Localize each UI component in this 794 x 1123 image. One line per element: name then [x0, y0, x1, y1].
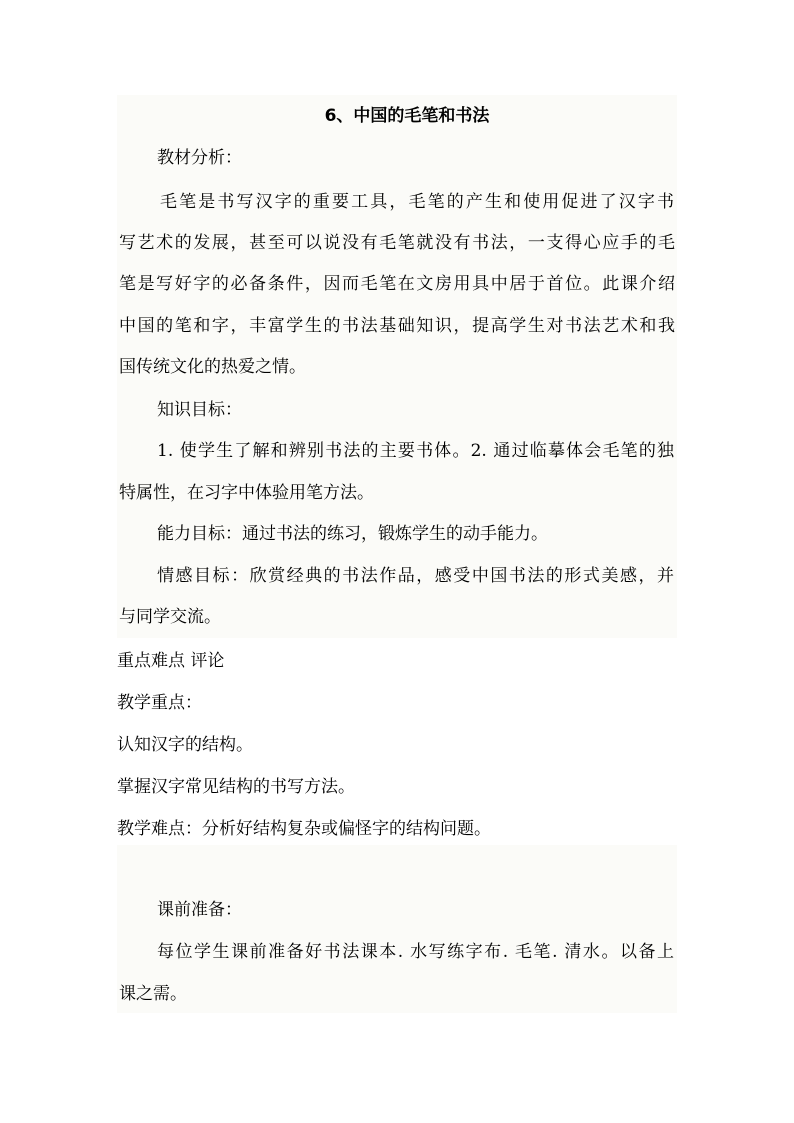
knowledge-line: 特属性，在习字中体验用笔方法。: [119, 483, 374, 503]
teaching-focus-heading: 教学重点：: [117, 693, 202, 713]
preparation-line: 课之需。: [119, 984, 187, 1004]
knowledge-line: 1. 使学生了解和辨别书法的主要书体。2. 通过临摹体会毛笔的独: [157, 441, 674, 461]
focus-item: 认知汉字的结构。: [117, 735, 253, 755]
analysis-line: 中国的笔和字，丰富学生的书法基础知识，提高学生对书法艺术和我: [119, 316, 675, 336]
knowledge-heading: 知识目标：: [157, 400, 242, 420]
analysis-line: 笔是写好字的必备条件，因而毛笔在文房用具中居于首位。此课介绍: [119, 274, 675, 294]
analysis-heading: 教材分析：: [157, 148, 242, 168]
preparation-line: 每位学生课前准备好书法课本. 水写练字布. 毛笔. 清水。以备上: [157, 942, 674, 962]
analysis-line: 写艺术的发展，甚至可以说没有毛笔就没有书法，一支得心应手的毛: [119, 233, 675, 253]
teaching-difficulty: 教学难点：分析好结构复杂或偏怪字的结构问题。: [117, 819, 491, 839]
key-points-heading: 重点难点 评论: [117, 651, 225, 671]
analysis-line: 毛笔是书写汉字的重要工具，毛笔的产生和使用促进了汉字书: [160, 192, 674, 212]
emotion-goal-line: 与同学交流。: [119, 607, 221, 627]
document-title: 6、中国的毛笔和书法: [324, 106, 490, 126]
analysis-line: 国传统文化的热爱之情。: [119, 357, 306, 377]
text-block-background: [117, 845, 677, 1013]
ability-goal: 能力目标：通过书法的练习，锻炼学生的动手能力。: [157, 524, 548, 544]
preparation-heading: 课前准备：: [157, 900, 242, 920]
emotion-goal-line: 情感目标：欣赏经典的书法作品，感受中国书法的形式美感，并: [157, 566, 674, 586]
focus-item: 掌握汉字常见结构的书写方法。: [117, 777, 355, 797]
